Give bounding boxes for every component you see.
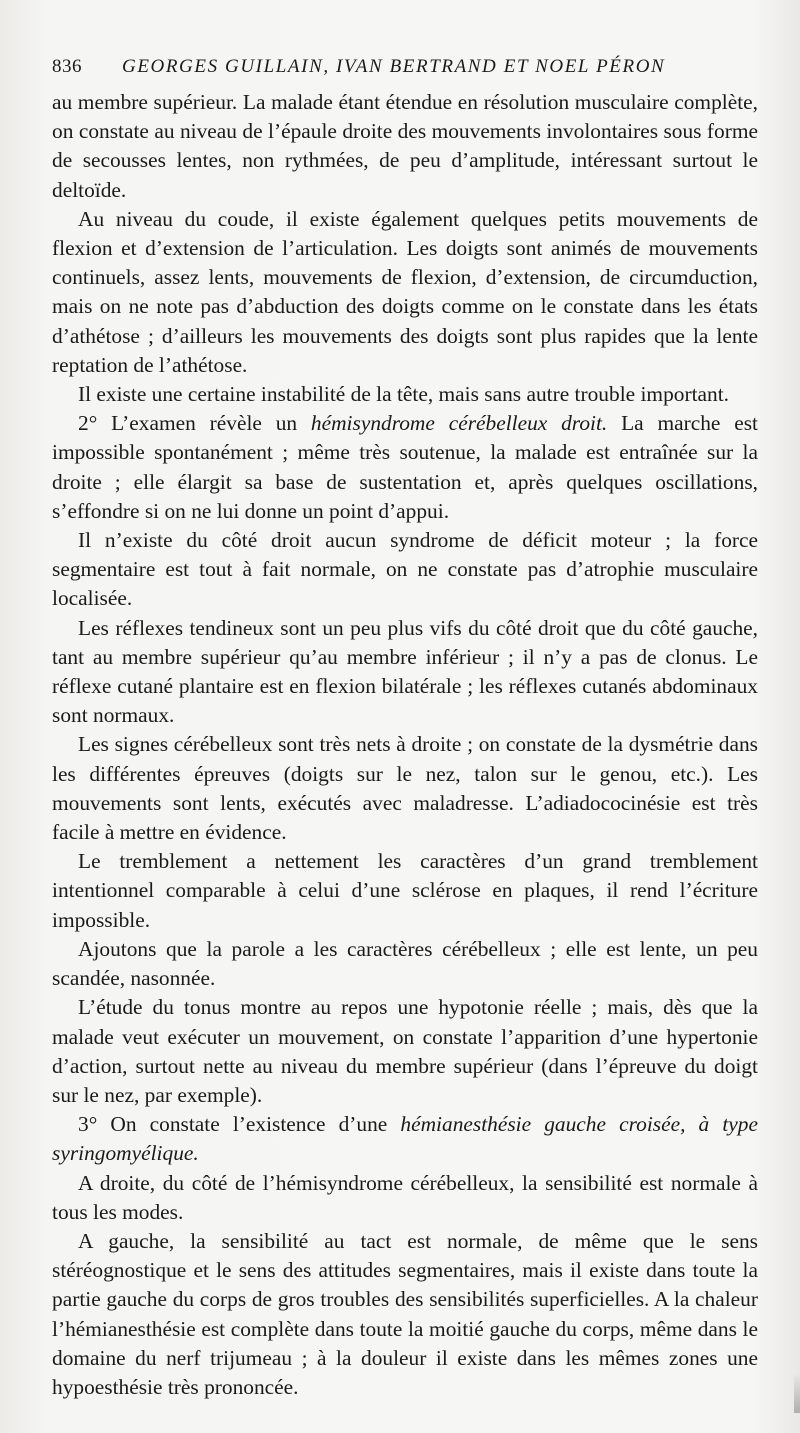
paragraph	[52, 1110, 758, 1168]
paragraph: Les signes cérébelleux sont très nets à droite ; on constate de la dysmétrie dans les différentes épreuves (doigts sur le nez, talon sur le genou, etc.). Les mouvements sont lents, exécutés avec maladresse. L’adiadococinésie est très facile à mettre en évidence.	[52, 732, 758, 845]
paragraph: Le tremblement a nettement les caractères d’un grand tremblement intentionnel comparable à celui d’une sclérose en plaques, il rend l’écriture impossible.	[52, 849, 758, 932]
paragraph: Il existe une certaine instabilité de la tête, mais sans autre trouble important.	[78, 382, 730, 407]
paragraph	[52, 409, 758, 526]
emphasis-text: hémisyndrome cérébelleux droit.	[310, 411, 608, 436]
paragraph: au membre supérieur. La malade étant étendue en résolution musculaire complète, on constate au niveau de l’épaule droite des mouvements involontaires sous forme de secousses lentes, non rythmées, de peu d’amplitude, intéressant surtout le deltoïde.	[52, 90, 758, 202]
paragraph-text: 2° L’examen révèle un	[78, 411, 311, 436]
scan-edge-mark	[794, 1373, 800, 1413]
paragraph: Les réflexes tendineux sont un peu plus vifs du côté droit que du côté gauche, tant au membre supérieur qu’au membre inférieur ; il n’y a pas de clonus. Le réflexe cutané plantaire est en flexion bilatérale ; les réflexes cutanés abdominaux sont normaux.	[52, 615, 758, 728]
paragraph: A gauche, la sensibilité au tact est normale, de même que le sens stéréognostique et le sens des attitudes segmentaires, mais il existe dans toute la partie gauche du corps de gros troubles des sensibilités superficielles. A la chaleur l’hémianesthésie est complète dans toute la moitié gauche du corps, même dans le domaine du nerf trijumeau ; à la douleur il existe dans les mêmes zones une hypoesthésie très prononcée.	[52, 1228, 758, 1399]
emphasis-text: hémianesthésie gauche croisée, à type syringomyélique.	[52, 1112, 758, 1166]
running-head: GEORGES GUILLAIN, IVAN BERTRAND ET NOEL PÉRON	[122, 56, 666, 77]
page-number: 836	[52, 56, 82, 77]
page-header	[52, 56, 722, 80]
body-text	[52, 88, 758, 1402]
paragraph: Au niveau du coude, il existe également quelques petits mouvements de flexion et d’extension de l’articulation. Les doigts sont animés de mouvements continuels, assez lents, mouvements de flexion, d’extension, de circumduction, mais on ne note pas d’abduction des doigts comme on le constate dans les états d’athétose ; d’ailleurs les mouvements des doigts sont plus rapides que la lente reptation de l’athétose.	[52, 206, 758, 377]
paragraph: A droite, du côté de l’hémisyndrome cérébelleux, la sensibilité est normale à tous les modes.	[52, 1170, 758, 1224]
paragraph: Ajoutons que la parole a les caractères cérébelleux ; elle est lente, un peu scandée, nasonnée.	[52, 936, 758, 991]
paragraph: L’étude du tonus montre au repos une hypotonie réelle ; mais, dès que la malade veut exécuter un mouvement, on constate l’apparition d’une hypertonie d’action, surtout nette au niveau du membre supérieur (dans l’épreuve du doigt sur le nez, par exemple).	[52, 995, 758, 1107]
paragraph-text: La marche est impossible spontanément ; même très soutenue, la malade est entraînée sur la droite ; elle élargit sa base de sustentation et, après quelques oscillations, s’effondre si on ne lui donne un point d’appui.	[52, 411, 758, 523]
paragraph: Il n’existe du côté droit aucun syndrome de déficit moteur ; la force segmentaire est tout à fait normale, on ne constate pas d’atrophie musculaire localisée.	[52, 528, 758, 611]
paragraph-text: 3° On constate l’existence d’une	[78, 1112, 401, 1137]
